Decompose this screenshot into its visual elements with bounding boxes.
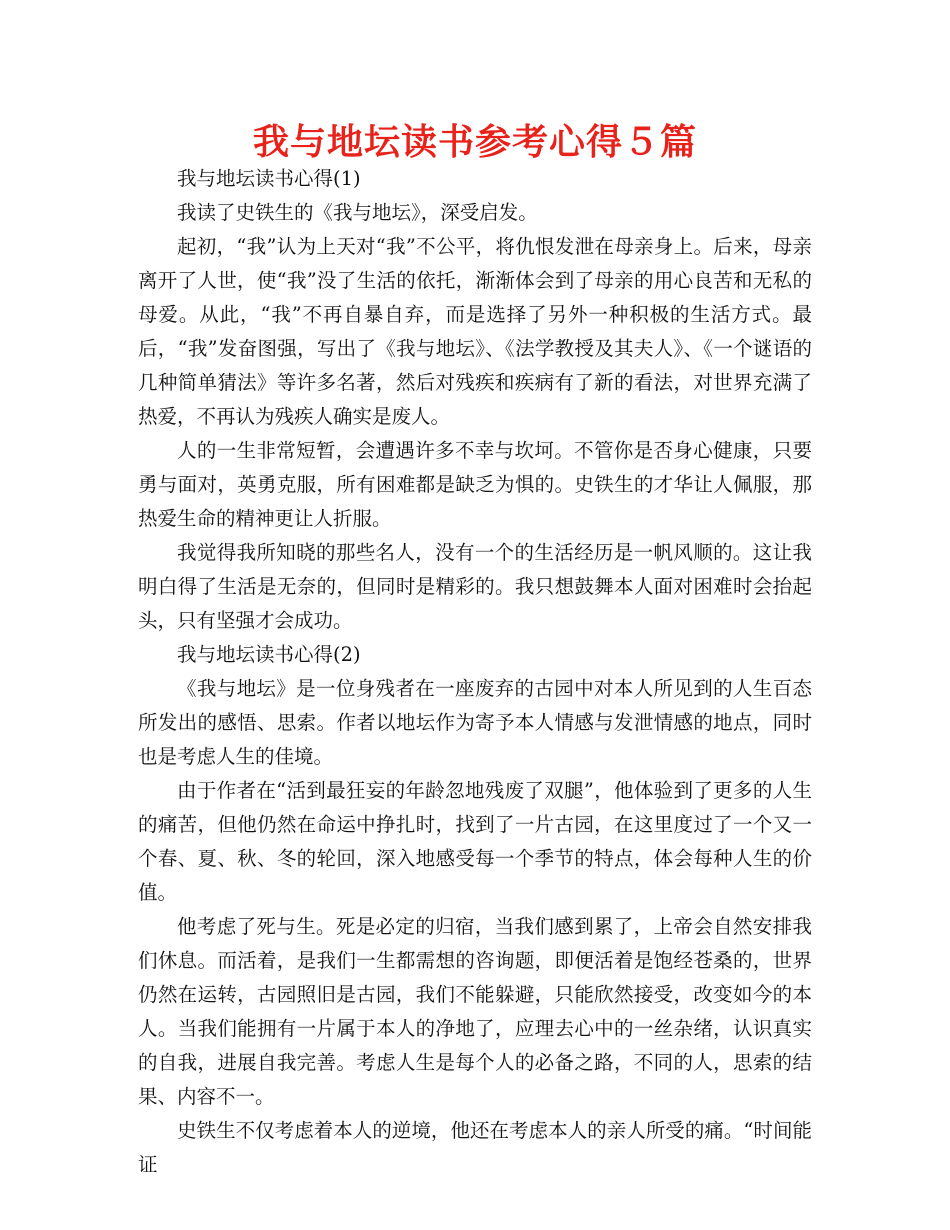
paragraph: 我读了史铁生的《我与地坛》，深受启发。 [177, 201, 538, 224]
paragraph: 起初，“我”认为上天对“我”不公平，将仇恨发泄在母亲身上。后来，母亲离开了人世，使“我”没了生活的依托，渐渐体会到了母亲的用心良苦和无私的母爱。从此，“我”不再自暴自弃，而是选择了另外一种积极的生活方式。最后，“我”发奋图强，写出了《我与地坛》、《法学教授及其夫人》、《一个谜语的几种简单猜法》等许多名著，然后对残疾和疾病有了新的看法，对世界充满了热爱，不再认为残疾人确实是废人。 [138, 235, 812, 428]
section-heading-1: 我与地坛读书心得(1) [177, 167, 361, 190]
paragraph: 《我与地坛》是一位身残者在一座废弃的古园中对本人所见到的人生百态所发出的感悟、思索。作者以地坛作为寄予本人情感与发泄情感的地点，同时也是考虑人生的佳境。 [138, 677, 812, 768]
paragraph: 我觉得我所知晓的那些名人，没有一个的生活经历是一帆风顺的。这让我明白得了生活是无奈的，但同时是精彩的。我只想鼓舞本人面对困难时会抬起头，只有坚强才会成功。 [138, 541, 812, 632]
document-title: 我与地坛读书参考心得５篇 [252, 122, 697, 163]
paragraph: 他考虑了死与生。死是必定的归宿，当我们感到累了，上帝会自然安排我们休息。而活着，是我们一生都需想的咨询题，即便活着是饱经苍桑的，世界仍然在运转，古园照旧是古园，我们不能躲避，只能欣然接受，改变如今的本人。当我们能拥有一片属于本人的净地了，应理去心中的一丝杂绪，认识真实的自我，进展自我完善。考虑人生是每个人的必备之路，不同的人，思索的结果、内容不一。 [138, 915, 812, 1108]
section-heading-2: 我与地坛读书心得(2) [177, 643, 361, 666]
paragraph: 人的一生非常短暂，会遭遇许多不幸与坎坷。不管你是否身心健康，只要勇与面对，英勇克服，所有困难都是缺乏为惧的。史铁生的才华让人佩服，那热爱生命的精神更让人折服。 [138, 439, 812, 530]
paragraph: 史铁生不仅考虑着本人的逆境，他还在考虑本人的亲人所受的痛。“时间能证 [138, 1119, 812, 1176]
document-body [138, 162, 812, 1182]
paragraph: 由于作者在“活到最狂妄的年龄忽地残废了双腿”，他体验到了更多的人生的痛苦，但他仍然在命运中挣扎时，找到了一片古园，在这里度过了一个又一个春、夏、秋、冬的轮回，深入地感受每一个季节的特点，体会每种人生的价值。 [138, 779, 812, 904]
